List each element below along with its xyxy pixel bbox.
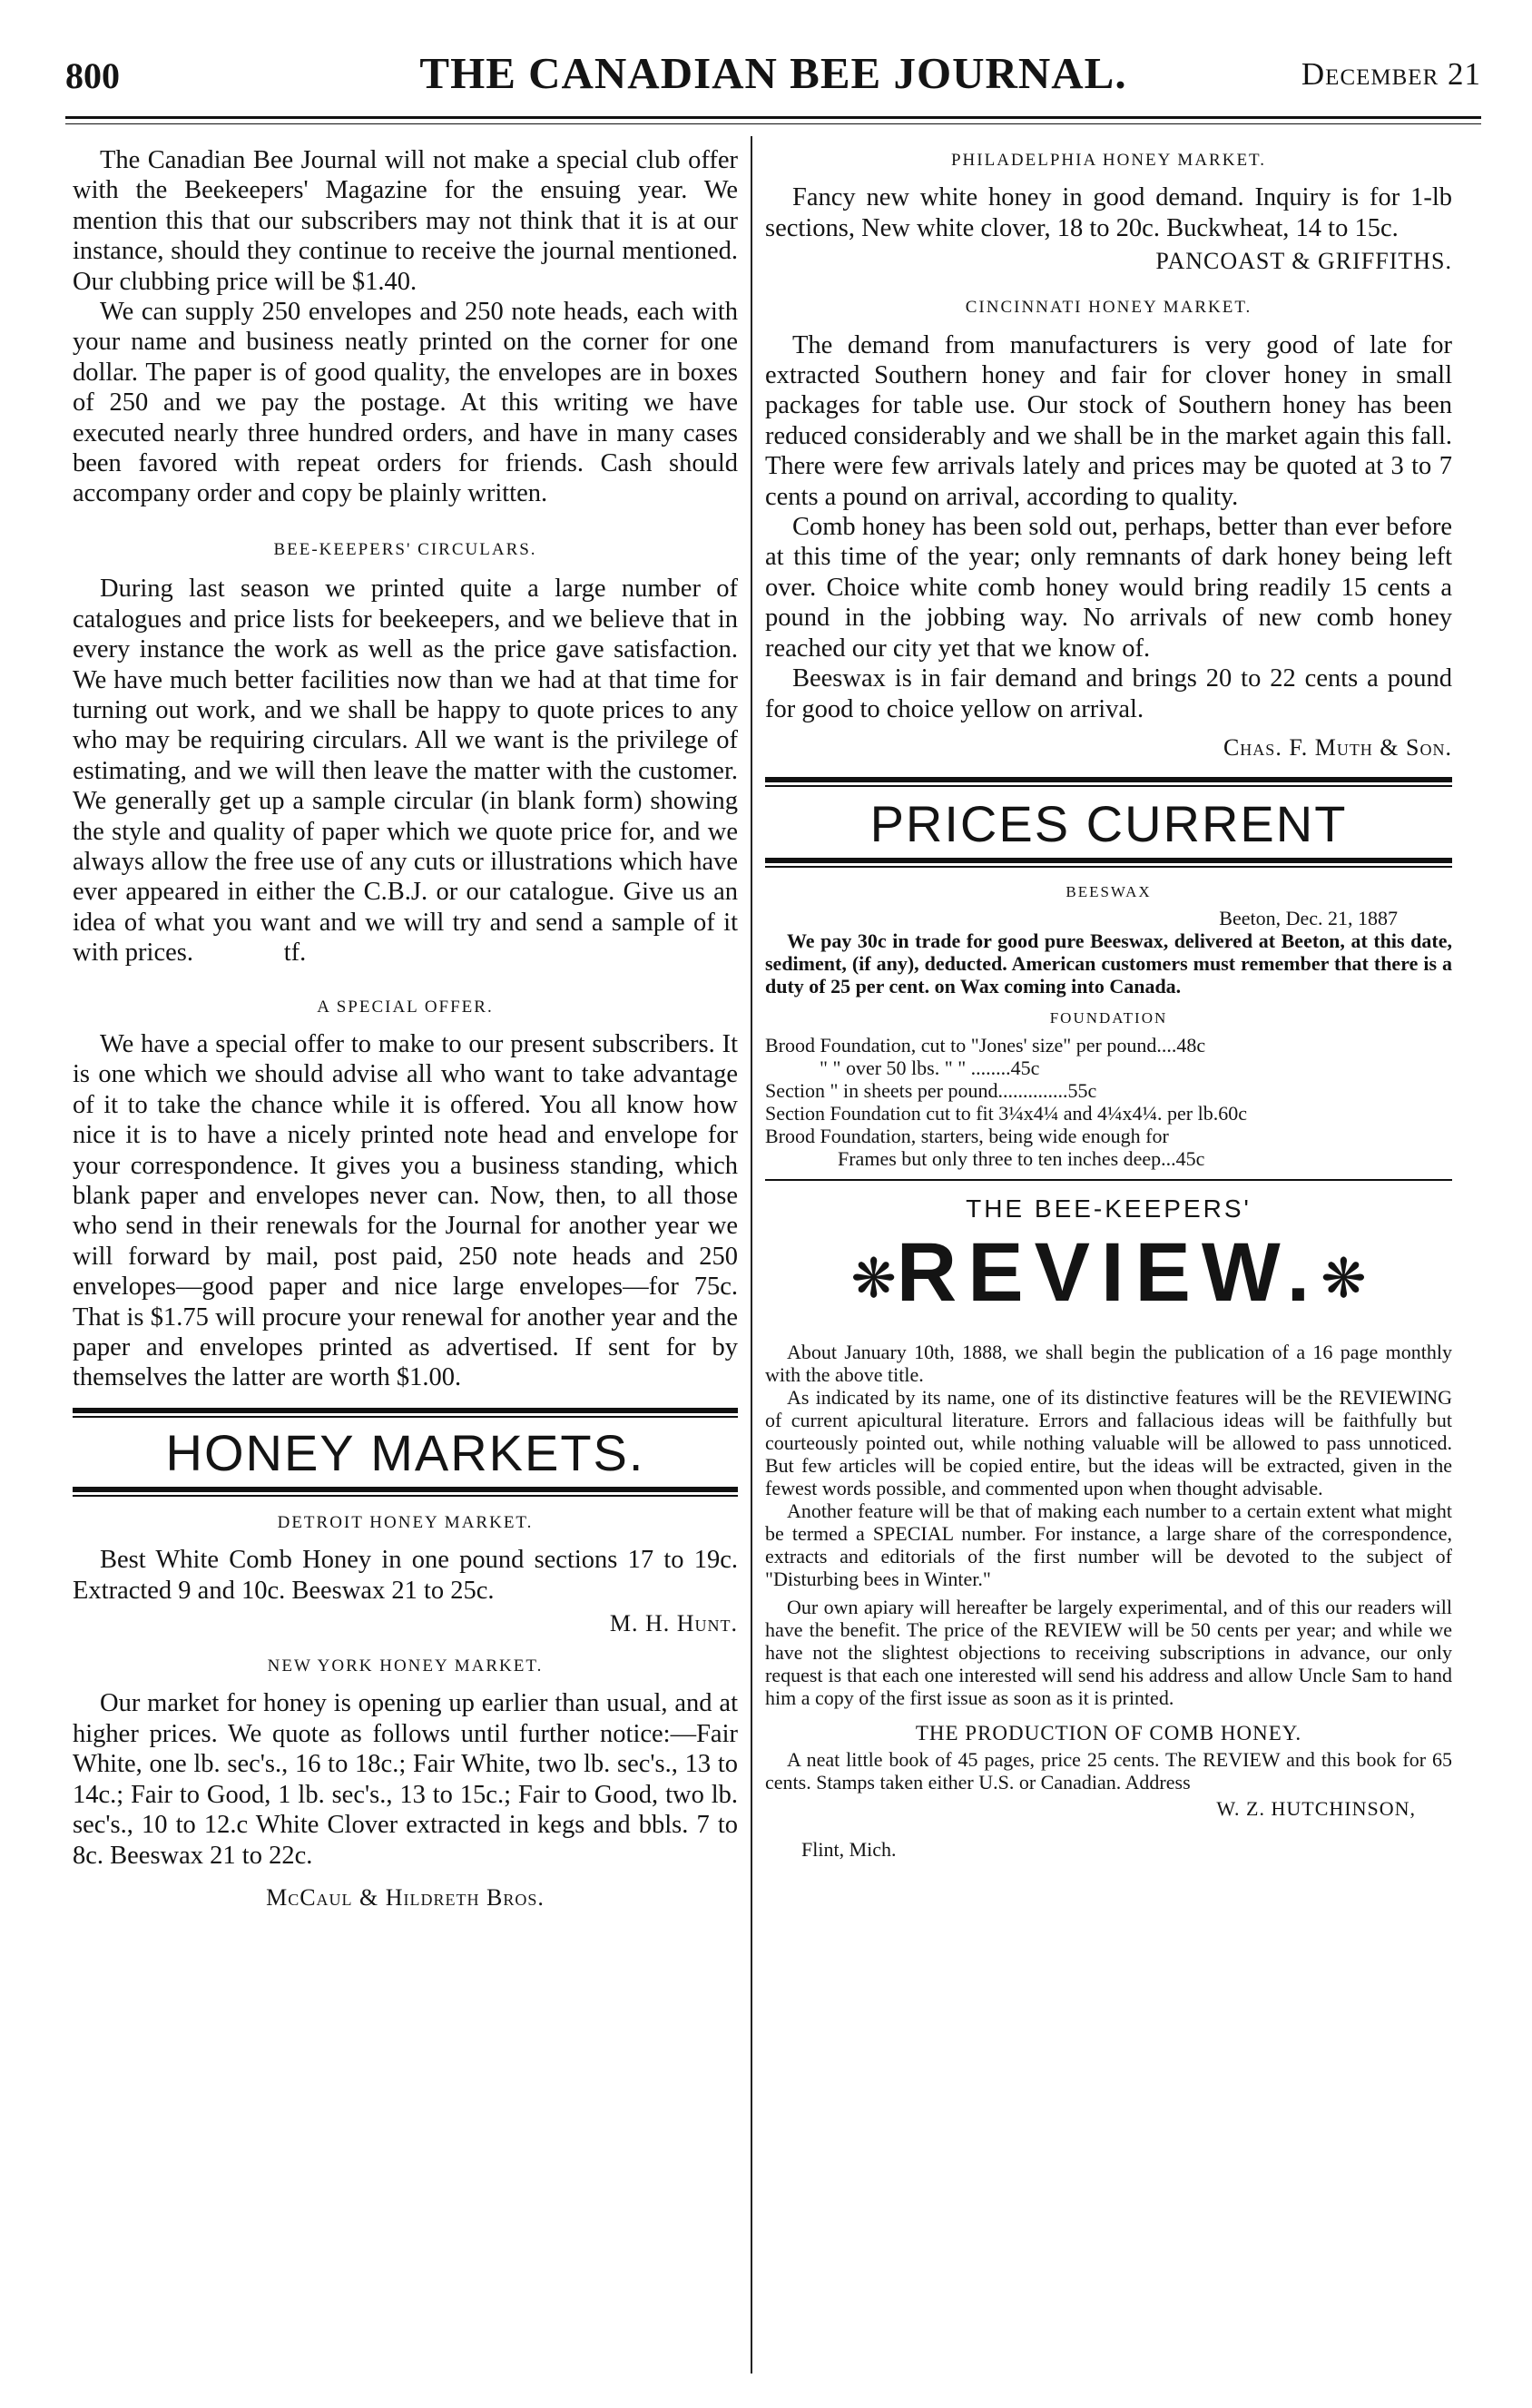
hutchinson-place: Flint, Mich. [801,1837,897,1861]
foundation-line: Section Foundation cut to fit 3¼x4¼ and 4¼x4¼. per lb.60c [765,1101,1247,1125]
foundation-heading: FOUNDATION [1049,1009,1168,1027]
newyork-paragraph: Our market for honey is opening up earlier than usual, and at higher prices. We quote as follows until further notice:—Fair White, one lb. sec's., 16 to 18c.; Fair White, two lb. sec's., 13 to 14c.; Fair to Good, 1 lb. sec's., 13 to 15c.; Fair to Good, two lb. sec's., 10 to 12.c White Clover extracted in kegs and bbls. 7 to 8c. Beeswax 21 to 22c. [73,1689,738,1870]
beeswax-paragraph: We pay 30c in trade for good pure Beeswax, delivered at Beeton, at this date, sediment, (if any), deducted. American customers must remember that there is a duty of 25 per cent. on Wax coming into Canada. [765,929,1452,998]
flourish-left-icon: ❋ [850,1247,897,1309]
page-header [65,47,1481,111]
special-offer-heading: A SPECIAL OFFER. [317,997,494,1017]
circulars-text: During last season we printed quite a large number of catalogues and price lists for beekeepers, and we believe that in every instance the work as well as the price gave satisfaction. We have much better facilities now than we had at that time for turning out work, and we shall be happy to quote prices to any who may be requiring circulars. All we want is the privilege of estimating, and we will then leave the matter with the customer. We generally get up a sample circular (in blank form) showing the style and quality of paper which we quote price for, and we always allow the free use of any cuts or illustrations which have ever appeared in either the C.B.J. or our catalogue. Give us an idea of what you want and we will try and send a sample of it with prices. [73,575,738,968]
column-divider [751,136,752,2374]
page-number: 800 [65,55,120,96]
section-rule [765,858,1452,868]
section-rule [73,1408,738,1418]
section-rule [765,777,1452,787]
circulars-heading: BEE-KEEPERS' CIRCULARS. [273,539,537,559]
journal-title: THE CANADIAN BEE JOURNAL. [419,48,1127,98]
foundation-line: Brood Foundation, cut to "Jones' size" per pound....48c [765,1033,1206,1057]
detroit-signature: M. H. Hunt. [609,1610,738,1637]
philadelphia-heading: PHILADELPHIA HONEY MARKET. [950,151,1266,170]
right-column [765,145,1452,1861]
review-kicker: THE BEE-KEEPERS' [966,1194,1252,1223]
philadelphia-signature: PANCOAST & GRIFFITHS. [1155,248,1452,275]
cincinnati-signature: Chas. F. Muth & Son. [1223,733,1452,761]
foundation-line: Section " in sheets per pound..............55c [765,1078,1097,1102]
honey-markets-heading: HONEY MARKETS. [165,1423,645,1481]
club-offer-paragraph: The Canadian Bee Journal will not make a special club offer with the Beekeepers' Magazine for the ensuing year. We mention this that our subscribers may not think that it is at our instance, should they continue to receive the journal mentioned. Our clubbing price will be $1.40. [73,146,738,296]
beeswax-date: Beeton, Dec. 21, 1887 [1219,907,1398,930]
production-paragraph: A neat little book of 45 pages, price 25 cents. The REVIEW and this book for 65 cents. Stamps taken either U.S. or Canadian. Address [765,1747,1452,1794]
review-paragraph-2: As indicated by its name, one of its distinctive features will be the REVIEWING of current apicultural literature. Errors and fallacious ideas will be faithfully but courteously pointed out, while nothing valuable will be allowed to pass unnoticed. But few articles will be copied entire, but the ideas will be extracted, given in the fewest words possible, and commented upon when thought advisable. [765,1385,1452,1499]
flourish-right-icon: ❋ [1321,1247,1367,1309]
cincinnati-heading: CINCINNATI HONEY MARKET. [965,298,1252,318]
circulars-tf: tf. [283,939,307,968]
hutchinson-signature: W. Z. HUTCHINSON, [1216,1796,1416,1820]
detroit-heading: DETROIT HONEY MARKET. [277,1512,534,1532]
header-rule [65,116,1481,119]
issue-date: December 21 [1301,56,1481,92]
newyork-heading: NEW YORK HONEY MARKET. [267,1656,544,1676]
philadelphia-paragraph: Fancy new white honey in good demand. Inquiry is for 1-lb sections, New white clover, 18 to 20c. Buckwheat, 14 to 15c. [765,183,1452,242]
review-title-text: REVIEW. [896,1226,1321,1320]
circulars-paragraph [73,574,738,968]
section-rule [73,1487,738,1497]
review-title [765,1227,1452,1324]
foundation-line: Brood Foundation, starters, being wide enough for [765,1124,1169,1147]
production-heading: THE PRODUCTION OF COMB HONEY. [915,1721,1302,1745]
foundation-line: " " over 50 lbs. " " ........45c [820,1056,1040,1079]
cincinnati-paragraph-2: Comb honey has been sold out, perhaps, better than ever before at this time of the year; only remnants of dark honey being left over. Choice white comb honey would bring readily 15 cents a pound in the jobbing way. No arrivals of new comb honey reached our city yet that we know of. [765,513,1452,663]
review-paragraph-4: Our own apiary will hereafter be largely experimental, and of this our readers will have the benefit. The price of the REVIEW will be 50 cents per year; and while we have not the slightest objections to receiving subscriptions in advance, our only request is that each one interested will send his address and allow Uncle Sam to hand him a copy of the first issue as soon as it is printed. [765,1595,1452,1709]
section-rule [765,1179,1452,1181]
special-offer-paragraph: We have a special offer to make to our present subscribers. It is one which we should advise all who want to take advantage of it to take the chance while it is offered. You all know how nice it is to have a nicely printed note head and envelope for your correspondence. It gives you a business standing, which blank paper and envelopes never can. Now, then, to all those who send in their renewals for the Journal for another year we will forward by mail, post paid, 250 note heads and 250 envelopes—good paper and nice large envelopes—for 75c. That is $1.75 will procure your renewal for another year and the paper and envelopes printed as advertised. If sent for by themselves the latter are worth $1.00. [73,1029,738,1392]
header-rule-thin [65,123,1481,124]
detroit-paragraph: Best White Comb Honey in one pound sections 17 to 19c. Extracted 9 and 10c. Beeswax 21 to 25c. [73,1546,738,1605]
cincinnati-paragraph-3: Beeswax is in fair demand and brings 20 to 22 cents a pound for good to choice yellow on arrival. [765,664,1452,723]
beeswax-heading: BEESWAX [1066,882,1152,900]
foundation-line: Frames but only three to ten inches deep...45c [838,1146,1205,1170]
newyork-signature: McCaul & Hildreth Bros. [266,1883,545,1911]
cincinnati-paragraph-1: The demand from manufacturers is very good of late for extracted Southern honey and fair for clover honey in small packages for table use. Our stock of Southern honey has been reduced considerably and we shall be in the market again this fall. There were few arrivals lately and prices may be quoted at 3 to 7 cents a pound on arrival, according to quality. [765,330,1452,511]
envelopes-paragraph: We can supply 250 envelopes and 250 note heads, each with your name and business neatly printed on the corner for one dollar. The paper is of good quality, the envelopes are in boxes of 250 and we pay the postage. At this writing we have executed nearly three hundred orders, and have in many cases been favored with repeat orders for friends. Cash should accompany order and copy be plainly written. [73,298,738,508]
review-paragraph-1: About January 10th, 1888, we shall begin the publication of a 16 page monthly with the above title. [765,1340,1452,1386]
prices-current-heading: PRICES CURRENT [869,794,1348,852]
review-paragraph-3: Another feature will be that of making each number to a certain extent what might be termed a SPECIAL number. For instance, a large share of the correspondence, extracts and editorials of the first number will be devoted to the subject of "Disturbing bees in Winter." [765,1499,1452,1590]
left-column [73,145,738,1916]
